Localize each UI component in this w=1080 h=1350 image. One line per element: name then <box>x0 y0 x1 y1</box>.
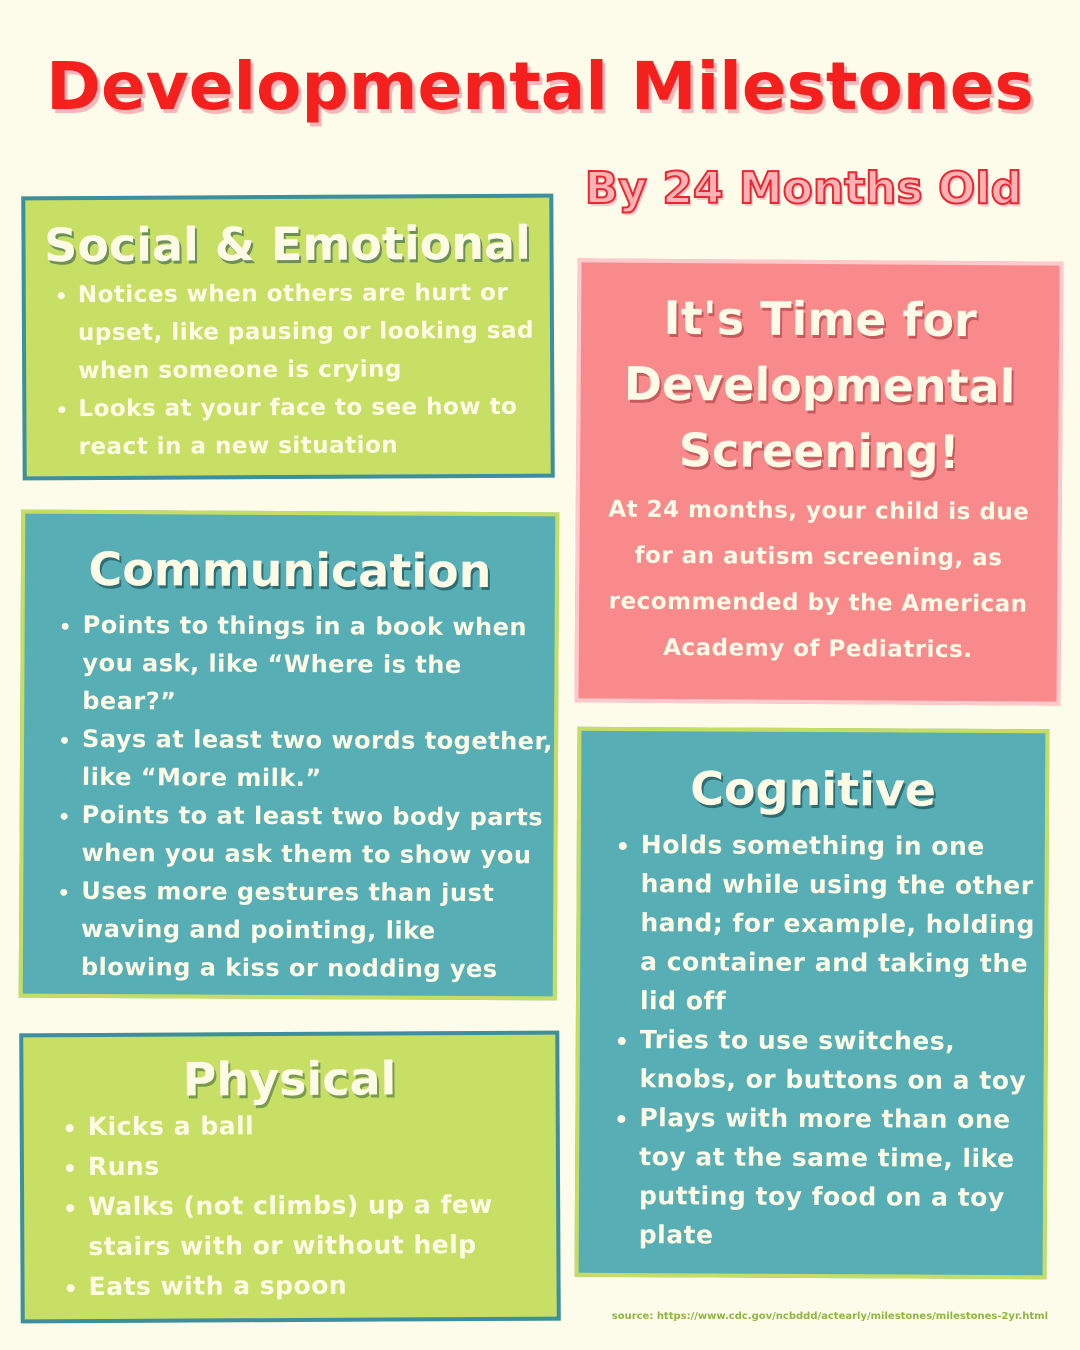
list-item: • Points to at least two body parts when you ask them to show you <box>81 796 553 874</box>
screening-heading-line: Screening! <box>678 423 960 479</box>
screening-card <box>574 258 1063 705</box>
communication-list <box>23 606 555 989</box>
cognitive-card <box>575 727 1050 1279</box>
list-item: • Uses more gestures than just waving and pointing, like blowing a kiss or nodding yes <box>81 872 554 988</box>
social-emotional-list <box>26 274 551 467</box>
list-item: • Looks at your face to see how to react in a new situation <box>78 388 550 466</box>
screening-heading-line: Developmental <box>623 356 1016 414</box>
social-emotional-heading: Social & Emotional <box>44 215 531 273</box>
cognitive-list <box>579 825 1045 1256</box>
cognitive-heading: Cognitive <box>690 761 937 817</box>
list-item: • Plays with more than one toy at the same time, like putting toy food on a toy plate <box>639 1098 1044 1256</box>
list-item: • Walks (not climbs) up a few stairs with or without help <box>88 1185 556 1267</box>
screening-heading-line: It's Time for <box>663 290 977 348</box>
list-item: • Holds something in one hand while using the other hand; for example, holding a container and taking the lid off <box>640 825 1045 1022</box>
list-item: • Notices when others are hurt or upset, like pausing or looking sad when someone is crying <box>78 274 551 390</box>
communication-card <box>19 510 560 1001</box>
page-subtitle: By 24 Months Old <box>584 163 1022 214</box>
list-item: • Says at least two words together, like “More milk.” <box>82 720 554 798</box>
list-item: • Tries to use switches, knobs, or buttons on a toy <box>639 1020 1043 1100</box>
communication-heading: Communication <box>88 541 492 599</box>
list-item: • Kicks a ball <box>88 1105 556 1147</box>
list-item: • Eats with a spoon <box>88 1265 556 1307</box>
physical-list <box>24 1105 557 1308</box>
list-item: • Points to things in a book when you ask, like “Where is the bear?” <box>82 606 555 722</box>
page-title: Developmental Milestones <box>46 48 1034 125</box>
screening-heading <box>580 284 1059 485</box>
screening-body: At 24 months, your child is due for an autism screening, as recommended by the American Academy of Pediatrics. <box>608 496 1030 664</box>
social-emotional-card <box>21 194 554 481</box>
list-item: • Runs <box>88 1145 556 1187</box>
source-citation: source: https://www.cdc.gov/ncbddd/actearly/milestones/milestones-2yr.html <box>611 1311 1048 1322</box>
physical-heading: Physical <box>182 1051 397 1107</box>
physical-card <box>19 1031 561 1324</box>
